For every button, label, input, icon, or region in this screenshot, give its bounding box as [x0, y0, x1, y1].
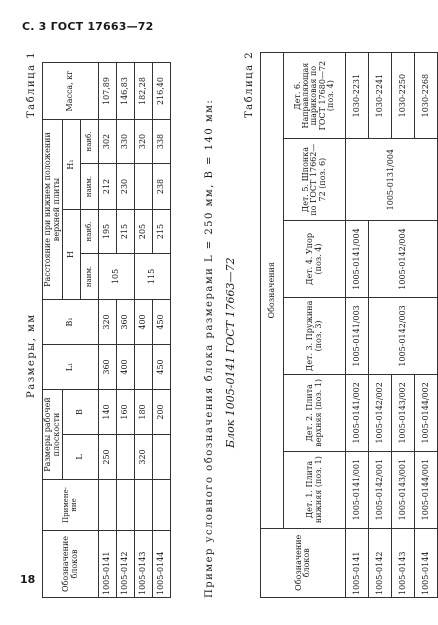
- t2-d2: 1005-0143/002: [392, 374, 415, 451]
- t1-H-max: 205: [135, 210, 153, 254]
- table-row: [153, 63, 171, 598]
- t2-d1: 1005-0142/001: [369, 451, 392, 528]
- t2-d2: 1005-0141/002: [346, 374, 369, 451]
- table-row: [135, 63, 153, 598]
- t1-L1: 400: [117, 345, 135, 390]
- t1-h-designation: Обозначение блоков: [43, 531, 99, 598]
- t1-mass: 182,28: [135, 63, 153, 120]
- t2-d2: 1005-0144/002: [415, 374, 438, 451]
- t1-code: 1005-0143: [135, 531, 153, 598]
- t2-h-designation: Обозначение блоков: [261, 528, 346, 597]
- table2-label: Таблица 2: [244, 50, 255, 118]
- t1-L1: 450: [153, 345, 171, 390]
- t2-code: 1005-0142: [369, 528, 392, 597]
- t1-H1-max: 338: [153, 120, 171, 164]
- t1-h-H: H: [63, 210, 81, 300]
- t2-d1: 1005-0141/001: [346, 451, 369, 528]
- table-2: [260, 52, 438, 598]
- table-row: [99, 63, 117, 598]
- t1-code: 1005-0142: [117, 531, 135, 598]
- t1-code: 1005-0141: [99, 531, 117, 598]
- t1-B: 200: [153, 390, 171, 435]
- t1-h-work-plane: Размеры рабочей плоскости: [43, 390, 63, 480]
- t2-h-group: Обозначения: [261, 53, 284, 529]
- t1-B1: 320: [99, 300, 117, 345]
- page-header: С. 3 ГОСТ 17663—72: [22, 20, 154, 33]
- rotated-content: [24, 38, 430, 598]
- t2-h-d2: Дет. 2. Плита верхняя (поз. 1): [284, 374, 346, 451]
- table-1: [42, 62, 171, 598]
- t1-B: 140: [99, 390, 117, 435]
- t1-L: 250: [99, 435, 117, 480]
- t1-H-max: 215: [117, 210, 135, 254]
- t2-h-d3: Дет. 3. Пружина (поз. 3): [284, 297, 346, 374]
- t1-app: [153, 480, 171, 531]
- t1-H1-min: 238: [153, 163, 171, 209]
- t1-app: [135, 480, 153, 531]
- t1-L: 320: [135, 435, 153, 480]
- t1-H1-max: 302: [99, 120, 117, 164]
- t2-d4: 1005-0141/004: [346, 221, 369, 298]
- table-row: [117, 63, 135, 598]
- example-line: Пример условного обозначения блока размерами L = 250 мм, B = 140 мм:: [204, 98, 215, 598]
- t2-code: 1005-0144: [415, 528, 438, 597]
- example-designation: Блок 1005-0141 ГОСТ 17663—72: [224, 257, 237, 448]
- t1-h-L1: L₁: [43, 345, 99, 390]
- t1-B1: 450: [153, 300, 171, 345]
- table-row: [369, 53, 392, 598]
- t1-H1-max: 330: [117, 120, 135, 164]
- t1-H1-min: 212: [99, 163, 117, 209]
- t2-d4: 1005-0142/004: [369, 221, 438, 298]
- t1-h-H1: H₁: [63, 120, 81, 210]
- t1-H1-max: 320: [135, 120, 153, 164]
- t1-H1-min: 230: [117, 163, 135, 209]
- t1-h-B1: B₁: [43, 300, 99, 345]
- t2-h-d1: Дет. 1. Плита нижняя (поз. 1): [284, 451, 346, 528]
- t1-H-min: 105: [99, 253, 135, 299]
- t2-code: 1005-0141: [346, 528, 369, 597]
- t2-d6: 1030-2250: [392, 53, 415, 139]
- t1-h-H1-max: наиб.: [81, 120, 99, 164]
- table1-label: Таблица 1: [26, 50, 37, 118]
- t1-h-B: B: [63, 390, 99, 435]
- t1-H-min: 115: [135, 253, 171, 299]
- t2-d3: 1005-0141/003: [346, 297, 369, 374]
- t1-h-H-min: наим.: [81, 253, 99, 299]
- t1-h-H-max: наиб.: [81, 210, 99, 254]
- t1-mass: 146,83: [117, 63, 135, 120]
- t2-h-d4: Дет. 4. Упор (поз. 4): [284, 221, 346, 298]
- t1-B: 160: [117, 390, 135, 435]
- t1-app: [99, 480, 117, 531]
- t1-L1: 360: [99, 345, 117, 390]
- t2-d2: 1005-0142/002: [369, 374, 392, 451]
- t1-mass: 107,89: [99, 63, 117, 120]
- t2-d6: 1030-2241: [369, 53, 392, 139]
- t1-L1: [135, 345, 153, 390]
- table1-title: Размеры, мм: [26, 313, 37, 398]
- t1-L: [153, 435, 171, 480]
- t1-h-mass: Масса, кг: [43, 63, 99, 120]
- t2-d5: 1005-0131/004: [346, 139, 438, 221]
- t1-L: [117, 435, 135, 480]
- t1-H-max: 195: [99, 210, 117, 254]
- t1-h-application: Примене-ние: [43, 480, 99, 531]
- t1-mass: 216,40: [153, 63, 171, 120]
- t1-h-distance: Расстояние при нижнем положении верхней плиты: [43, 120, 63, 300]
- t2-d6: 1030-2268: [415, 53, 438, 139]
- table-row: [346, 53, 369, 598]
- t2-h-d5: Дет. 5. Шпонка по ГОСТ 17662—72 (поз. 6): [284, 139, 346, 221]
- t1-h-H1-min: наим.: [81, 163, 99, 209]
- page-number: 18: [20, 573, 36, 586]
- t1-h-L: L: [63, 435, 99, 480]
- t2-d1: 1005-0144/001: [415, 451, 438, 528]
- t1-B1: 400: [135, 300, 153, 345]
- t1-H1-min: [135, 163, 153, 209]
- t1-H-max: 215: [153, 210, 171, 254]
- t1-B: 180: [135, 390, 153, 435]
- t1-code: 1005-0144: [153, 531, 171, 598]
- t1-app: [117, 480, 135, 531]
- t2-d6: 1030-2231: [346, 53, 369, 139]
- t2-d1: 1005-0143/001: [392, 451, 415, 528]
- t2-code: 1005-0143: [392, 528, 415, 597]
- t1-B1: 360: [117, 300, 135, 345]
- t2-h-d6: Дет. 6. Направляющая шариковая по ГОСТ 17680—72 (поз. 4): [284, 53, 346, 139]
- t2-d3: 1005-0142/003: [369, 297, 438, 374]
